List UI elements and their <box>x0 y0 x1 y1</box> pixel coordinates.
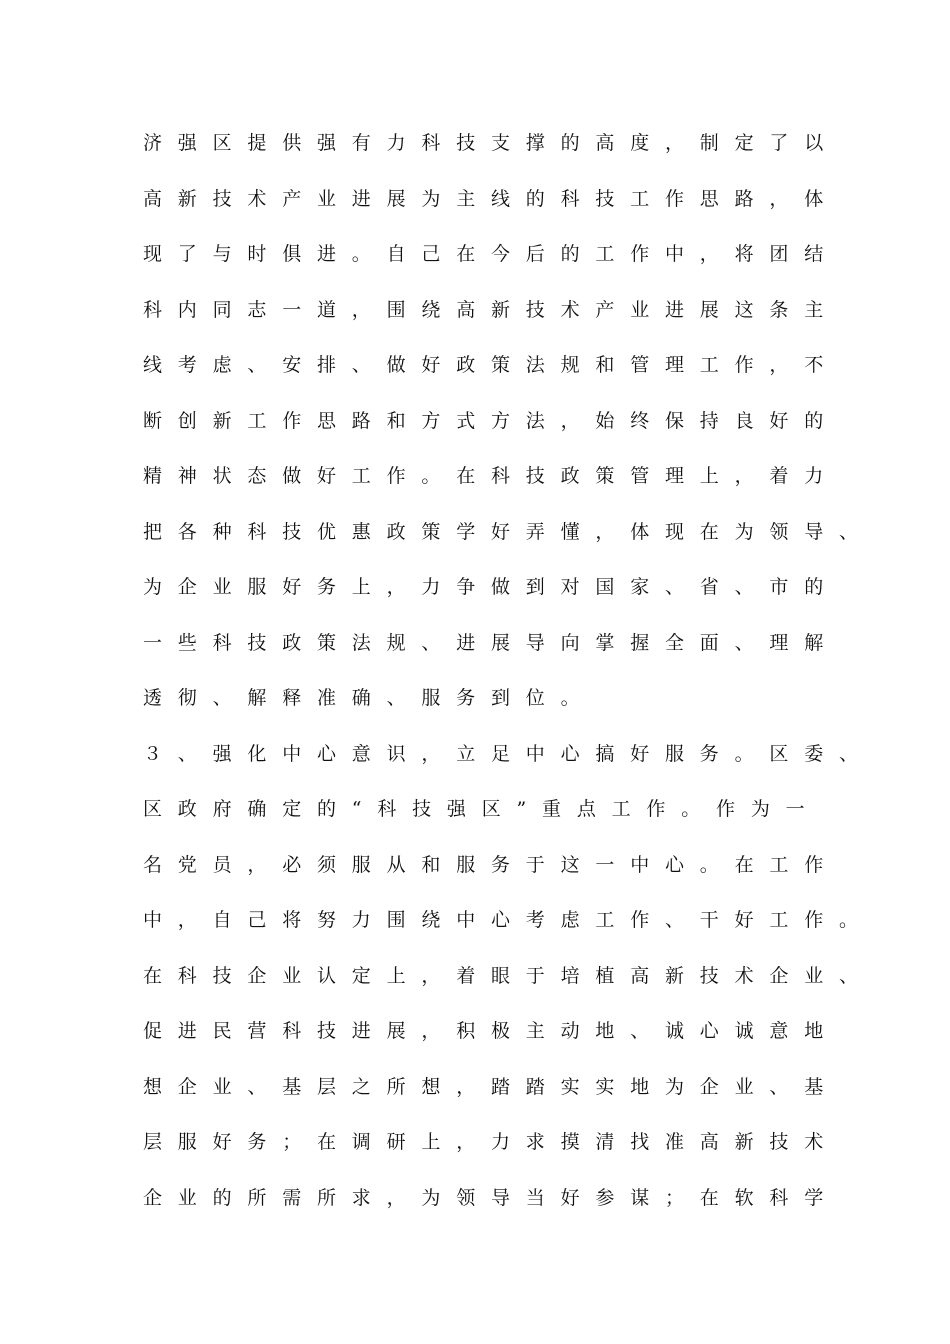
text-line: 透彻、解释准确、服务到位。 <box>143 687 596 709</box>
text-line: 企业的所需所求，为领导当好参谋；在软科学 <box>143 1186 840 1209</box>
text-line: 在科技企业认定上，着眼于培植高新技术企业、 <box>143 964 874 987</box>
text-line: 科内同志一道，围绕高新技术产业进展这条主 <box>143 298 840 321</box>
text-line: 促进民营科技进展，积极主动地、诚心诚意地 <box>143 1020 840 1042</box>
text-line: 想企业、基层之所想，踏踏实实地为企业、基 <box>143 1075 840 1098</box>
text-line: 中，自己将努力围绕中心考虑工作、干好工作。 <box>143 909 874 931</box>
text-line: 济强区提供强有力科技支撑的高度，制定了以 <box>143 132 840 154</box>
text-line: 线考虑、安排、做好政策法规和管理工作，不 <box>143 354 840 376</box>
body-text <box>143 128 903 1238</box>
text-line: 把各种科技优惠政策学好弄懂，体现在为领导、 <box>143 520 874 543</box>
text-line: 高新技术产业进展为主线的科技工作思路，体 <box>143 187 840 210</box>
text-line: 一些科技政策法规、进展导向掌握全面、理解 <box>143 631 840 654</box>
text-line: 精神状态做好工作。在科技政策管理上，着力 <box>143 465 840 487</box>
text-line: ３、强化中心意识，立足中心搞好服务。区委、 <box>143 742 874 765</box>
text-line: 层服好务；在调研上，力求摸清找准高新技术 <box>143 1131 840 1153</box>
text-line: 区政府确定的“科技强区”重点工作。作为一 <box>143 798 821 820</box>
text-line: 现了与时俱进。自己在今后的工作中，将团结 <box>143 243 840 265</box>
text-line: 为企业服好务上，力争做到对国家、省、市的 <box>143 576 840 598</box>
text-line: 名党员，必须服从和服务于这一中心。在工作 <box>143 853 840 876</box>
text-line: 断创新工作思路和方式方法，始终保持良好的 <box>143 409 840 432</box>
